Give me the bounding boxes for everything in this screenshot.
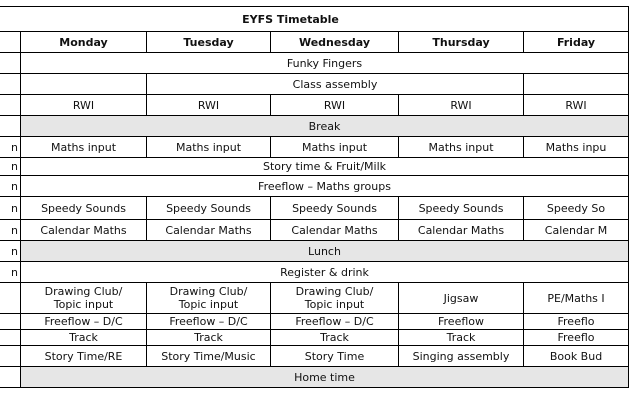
time-cell: n — [0, 241, 21, 262]
rwi-wednesday: RWI — [271, 95, 399, 116]
time-cell — [0, 283, 21, 314]
freeflow-friday-2: Freeflo — [524, 330, 629, 346]
row-freeflow-dc — [0, 314, 629, 330]
row-funky-fingers — [0, 53, 629, 74]
drawing-club-tuesday — [147, 283, 271, 314]
story-re-monday: Story Time/RE — [21, 346, 147, 367]
speedy-sounds-monday: Speedy Sounds — [21, 197, 147, 220]
empty-cell — [21, 74, 147, 95]
break-cell: Break — [21, 116, 629, 137]
row-home-time — [0, 367, 629, 388]
drawing-club-monday — [21, 283, 147, 314]
register-drink-cell: Register & drink — [21, 262, 629, 283]
time-cell — [0, 314, 21, 330]
maths-input-friday: Maths inpu — [524, 137, 629, 158]
singing-assembly-thursday: Singing assembly — [399, 346, 524, 367]
track-monday: Track — [21, 330, 147, 346]
story-time-wednesday: Story Time — [271, 346, 399, 367]
timetable-sheet — [0, 6, 629, 388]
speedy-sounds-tuesday: Speedy Sounds — [147, 197, 271, 220]
maths-input-thursday: Maths input — [399, 137, 524, 158]
speedy-sounds-friday: Speedy So — [524, 197, 629, 220]
day-monday: Monday — [21, 32, 147, 53]
time-cell: n — [0, 176, 21, 197]
speedy-sounds-thursday: Speedy Sounds — [399, 197, 524, 220]
day-tuesday: Tuesday — [147, 32, 271, 53]
calendar-maths-friday: Calendar M — [524, 220, 629, 241]
calendar-maths-wednesday: Calendar Maths — [271, 220, 399, 241]
title-row — [0, 7, 629, 32]
track-tuesday: Track — [147, 330, 271, 346]
row-story-fruit — [0, 158, 629, 176]
timetable-title: EYFS Timetable — [0, 7, 629, 32]
freeflow-maths-cell: Freeflow – Maths groups — [21, 176, 629, 197]
row-class-assembly — [0, 74, 629, 95]
home-time-cell: Home time — [21, 367, 629, 388]
row-freeflow-maths — [0, 176, 629, 197]
time-cell — [0, 330, 21, 346]
rwi-friday: RWI — [524, 95, 629, 116]
row-story-end — [0, 346, 629, 367]
day-wednesday: Wednesday — [271, 32, 399, 53]
calendar-maths-thursday: Calendar Maths — [399, 220, 524, 241]
funky-fingers-cell: Funky Fingers — [21, 53, 629, 74]
time-cell: n — [0, 137, 21, 158]
freeflow-thursday: Freeflow — [399, 314, 524, 330]
rwi-thursday: RWI — [399, 95, 524, 116]
jigsaw-thursday: Jigsaw — [399, 283, 524, 314]
story-fruit-cell: Story time & Fruit/Milk — [21, 158, 629, 176]
row-track — [0, 330, 629, 346]
timetable — [0, 6, 629, 388]
story-music-tuesday: Story Time/Music — [147, 346, 271, 367]
class-assembly-cell: Class assembly — [147, 74, 524, 95]
speedy-sounds-wednesday: Speedy Sounds — [271, 197, 399, 220]
time-cell: n — [0, 158, 21, 176]
freeflow-dc-wednesday: Freeflow – D/C — [271, 314, 399, 330]
freeflow-dc-tuesday: Freeflow – D/C — [147, 314, 271, 330]
time-cell: n — [0, 220, 21, 241]
row-lunch — [0, 241, 629, 262]
day-thursday: Thursday — [399, 32, 524, 53]
freeflow-dc-monday: Freeflow – D/C — [21, 314, 147, 330]
row-calendar-maths — [0, 220, 629, 241]
row-speedy-sounds — [0, 197, 629, 220]
book-buddies-friday: Book Bud — [524, 346, 629, 367]
drawing-club-wednesday-line1: Drawing Club/ — [295, 285, 374, 298]
calendar-maths-monday: Calendar Maths — [21, 220, 147, 241]
lunch-cell: Lunch — [21, 241, 629, 262]
maths-input-wednesday: Maths input — [271, 137, 399, 158]
drawing-club-tuesday-line1: Drawing Club/ — [169, 285, 248, 298]
drawing-club-wednesday — [271, 283, 399, 314]
track-thursday: Track — [399, 330, 524, 346]
rwi-monday: RWI — [21, 95, 147, 116]
time-cell — [0, 346, 21, 367]
time-cell — [0, 116, 21, 137]
calendar-maths-tuesday: Calendar Maths — [147, 220, 271, 241]
maths-input-tuesday: Maths input — [147, 137, 271, 158]
time-cell — [0, 367, 21, 388]
time-header-cell — [0, 32, 21, 53]
freeflow-friday: Freeflo — [524, 314, 629, 330]
pe-maths-friday: PE/Maths I — [524, 283, 629, 314]
row-register-drink — [0, 262, 629, 283]
time-cell — [0, 74, 21, 95]
drawing-club-monday-line2: Topic input — [53, 298, 114, 311]
time-cell — [0, 95, 21, 116]
rwi-tuesday: RWI — [147, 95, 271, 116]
time-cell: n — [0, 197, 21, 220]
drawing-club-tuesday-line2: Topic input — [178, 298, 239, 311]
drawing-club-monday-line1: Drawing Club/ — [44, 285, 123, 298]
maths-input-monday: Maths input — [21, 137, 147, 158]
row-break — [0, 116, 629, 137]
day-header-row — [0, 32, 629, 53]
row-drawing-club — [0, 283, 629, 314]
time-cell — [0, 53, 21, 74]
track-wednesday: Track — [271, 330, 399, 346]
time-cell: n — [0, 262, 21, 283]
drawing-club-wednesday-line2: Topic input — [304, 298, 365, 311]
row-maths-input — [0, 137, 629, 158]
empty-cell — [524, 74, 629, 95]
row-rwi — [0, 95, 629, 116]
day-friday: Friday — [524, 32, 629, 53]
